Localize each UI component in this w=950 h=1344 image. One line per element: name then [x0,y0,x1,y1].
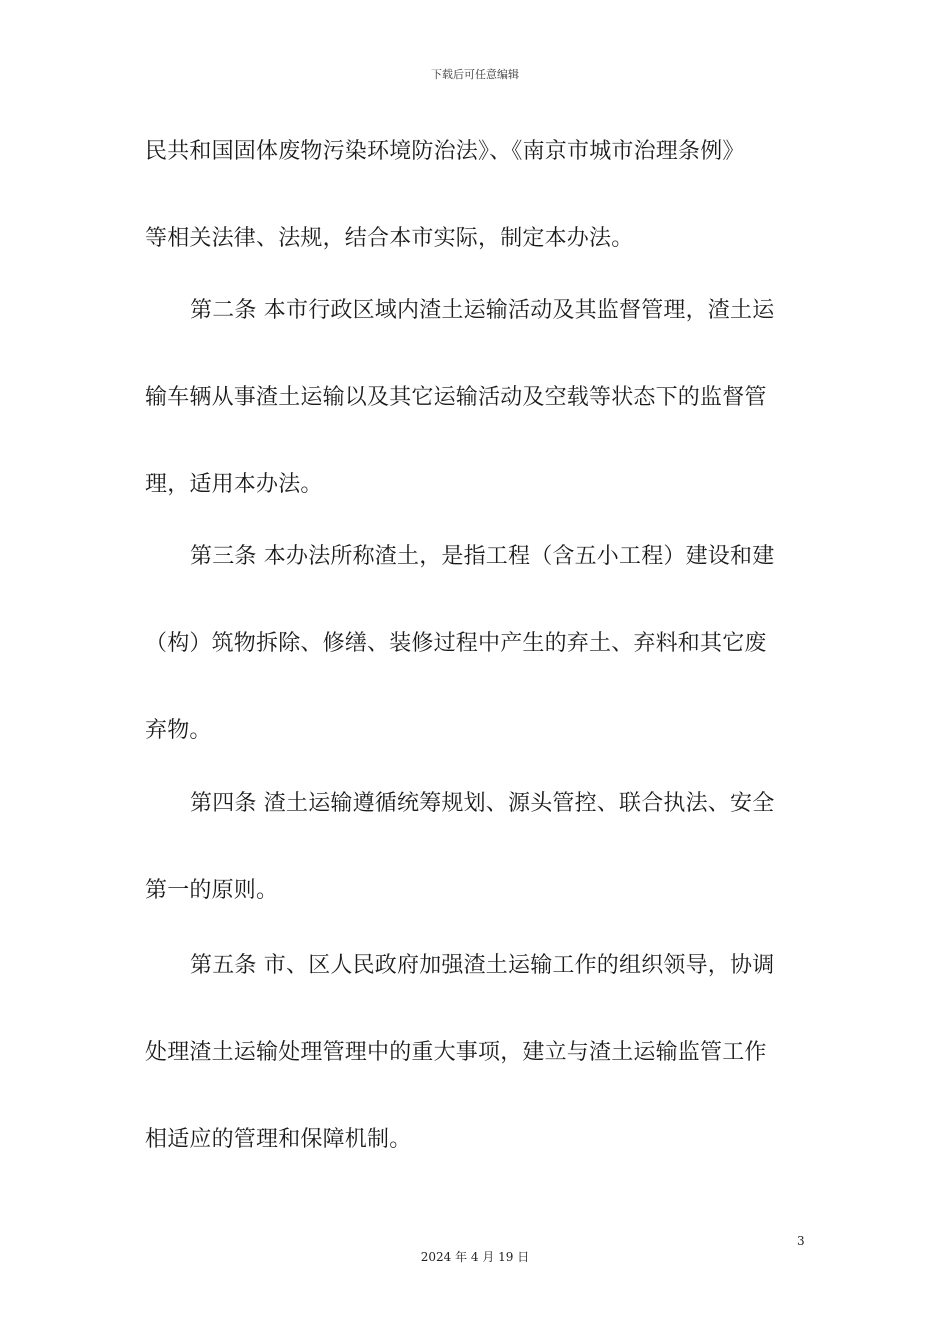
article-5-line: 第五条 市、区人民政府加强渣土运输工作的组织领导，协调 [190,953,775,978]
text-line: 弃物。 [145,718,212,743]
text-line: 输车辆从事渣土运输以及其它运输活动及空载等状态下的监督管 [145,385,767,410]
text-line: 民共和国固体废物污染环境防治法》、《南京市城市治理条例》 [145,139,745,164]
article-4-line: 第四条 渣土运输遵循统筹规划、源头管控、联合执法、安全 [190,791,775,816]
page-number: 3 [797,1234,805,1248]
page-footer-date: 2024 年 4 月 19 日 [420,1250,530,1264]
article-2-line: 第二条 本市行政区域内渣土运输活动及其监督管理，渣土运 [190,298,775,323]
text-line: 第一的原则。 [145,878,279,903]
text-line: 等相关法律、法规，结合本市实际，制定本办法。 [145,226,634,251]
text-line: 理，适用本办法。 [145,472,323,497]
article-3-line: 第三条 本办法所称渣土，是指工程（含五小工程）建设和建 [190,544,775,569]
text-line: （构）筑物拆除、修缮、装修过程中产生的弃土、弃料和其它废 [145,631,767,656]
text-line: 处理渣土运输处理管理中的重大事项，建立与渣土运输监管工作 [145,1040,767,1065]
page-header: 下载后可任意编辑 [431,68,519,81]
text-line: 相适应的管理和保障机制。 [145,1127,412,1152]
